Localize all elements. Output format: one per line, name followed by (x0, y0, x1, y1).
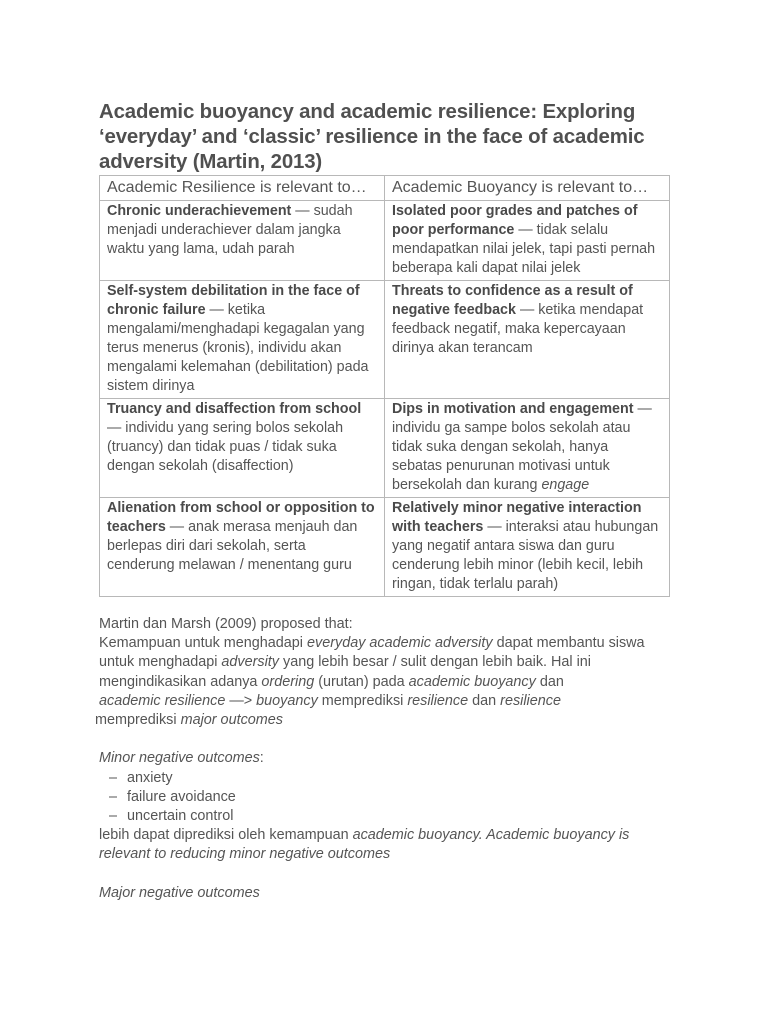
minor-heading-text: Minor negative outcomes (99, 750, 260, 767)
comparison-table (99, 175, 670, 597)
table-row (100, 281, 670, 399)
major-outcomes-heading (99, 884, 671, 903)
italic-run: adversity (221, 654, 280, 671)
buoyancy-description: — ketika mendapat feedback negatif, maka kepercayaan dirinya akan terancam (392, 302, 644, 356)
resilience-term: Alienation from school or opposition to teachers (107, 500, 375, 535)
table-row (100, 498, 670, 597)
buoyancy-term: Isolated poor grades and patches of poor performance (392, 203, 638, 238)
text-run: —> (225, 692, 257, 709)
italic-run: everyday academic adversity (307, 635, 493, 652)
header-academic-resilience: Academic Resilience is relevant to… (100, 176, 385, 201)
minor-outcomes-heading (99, 749, 671, 768)
italic-run: academic buoyancy. Academic buoyancy is relevant to reducing minor negative outcomes (99, 827, 630, 863)
resilience-term: Truancy and disaffection from school (107, 401, 362, 417)
document-page (95, 100, 671, 903)
italic-run: academic resilience (99, 692, 226, 709)
italic-run: buoyancy (256, 692, 318, 709)
table-header-row (100, 176, 670, 201)
list-item (109, 807, 671, 826)
resilience-cell (100, 498, 385, 597)
resilience-description: — sudah menjadi underachiever dalam jangka waktu yang lama, udah parah (107, 203, 353, 257)
resilience-cell (100, 399, 385, 498)
buoyancy-term: Threats to confidence as a result of negative feedback (392, 283, 633, 318)
list-item (109, 769, 671, 788)
buoyancy-cell (385, 201, 670, 281)
header-academic-buoyancy: Academic Buoyancy is relevant to… (385, 176, 670, 201)
italic-run: academic buoyancy (408, 673, 536, 690)
list-item-text: failure avoidance (127, 788, 236, 805)
italic-run: ordering (261, 673, 315, 690)
list-item-text: uncertain control (127, 808, 234, 825)
text-run: dan (535, 673, 564, 690)
resilience-term: Self-system debilitation in the face of chronic failure (107, 283, 360, 318)
italic-run: resilience (500, 692, 561, 709)
buoyancy-description: — interaksi atau hubungan yang negatif antara siswa dan guru cenderung lebih minor (lebih kecil, lebih ringan, tidak terlalu parah) (392, 519, 659, 592)
list-item-text: anxiety (127, 769, 173, 786)
minor-heading-colon: : (259, 750, 264, 767)
italic-run: major outcomes (180, 712, 283, 729)
minor-outcomes-list (99, 769, 671, 827)
resilience-description: — ketika mengalami/menghadapi kegagalan yang terus menerus (kronis), individu akan mengalami kelemahan (debilitation) pada sistem dirinya (107, 302, 369, 394)
text-run: (urutan) pada (314, 673, 409, 690)
dash-marker: – (109, 808, 118, 825)
text-run: memprediksi (317, 692, 408, 709)
major-heading-text: Major negative outcomes (99, 884, 260, 901)
spacer (99, 865, 671, 884)
spacer (99, 730, 671, 749)
body-text (95, 615, 671, 903)
text-run: yang lebih besar / sulit dengan lebih baik. Hal ini mengindikasikan adanya (99, 654, 592, 690)
buoyancy-cell (385, 498, 670, 597)
buoyancy-cell (385, 281, 670, 399)
buoyancy-term: Dips in motivation and engagement (392, 401, 634, 417)
buoyancy-term: Relatively minor negative interaction with teachers (392, 500, 642, 535)
document-title: Academic buoyancy and academic resilience: Exploring ‘everyday’ and ‘classic’ resilience in the face of academic adversity (Martin, 2013) (99, 101, 645, 173)
buoyancy-description-italic: engage (541, 477, 590, 493)
text-run: Kemampuan untuk menghadapi (99, 635, 308, 652)
text-run: dapat membantu siswa untuk menghadapi (99, 635, 645, 671)
dash-marker: – (109, 788, 118, 805)
resilience-term: Chronic underachievement (107, 203, 292, 219)
text-run: dan (468, 692, 501, 709)
text-run: lebih dapat diprediksi oleh kemampuan (99, 827, 353, 844)
table-row (100, 201, 670, 281)
resilience-description: — individu yang sering bolos sekolah (truancy) dan tidak puas / tidak suka dengan sekolah (disaffection) (107, 420, 344, 474)
dash-marker: – (109, 769, 118, 786)
italic-run: resilience (407, 692, 469, 709)
paragraph-proposal (95, 615, 671, 730)
proposal-intro: Martin dan Marsh (2009) proposed that: (99, 616, 353, 632)
paragraph-buoyancy-prediction (99, 826, 671, 864)
buoyancy-description: — tidak selalu mendapatkan nilai jelek, tapi pasti pernah beberapa kali dapat nilai jelek (392, 222, 656, 276)
text-run: memprediksi (95, 712, 181, 729)
buoyancy-cell (385, 399, 670, 498)
buoyancy-description: — individu ga sampe bolos sekolah atau tidak suka dengan sekolah, hanya sebatas penurunan motivasi untuk bersekolah dan kurang (392, 401, 652, 493)
resilience-cell (100, 201, 385, 281)
resilience-description: — anak merasa menjauh dan berlepas diri dari sekolah, serta cenderung melawan / menentang guru (107, 519, 358, 573)
table-row (100, 399, 670, 498)
resilience-cell (100, 281, 385, 399)
list-item (109, 788, 671, 807)
